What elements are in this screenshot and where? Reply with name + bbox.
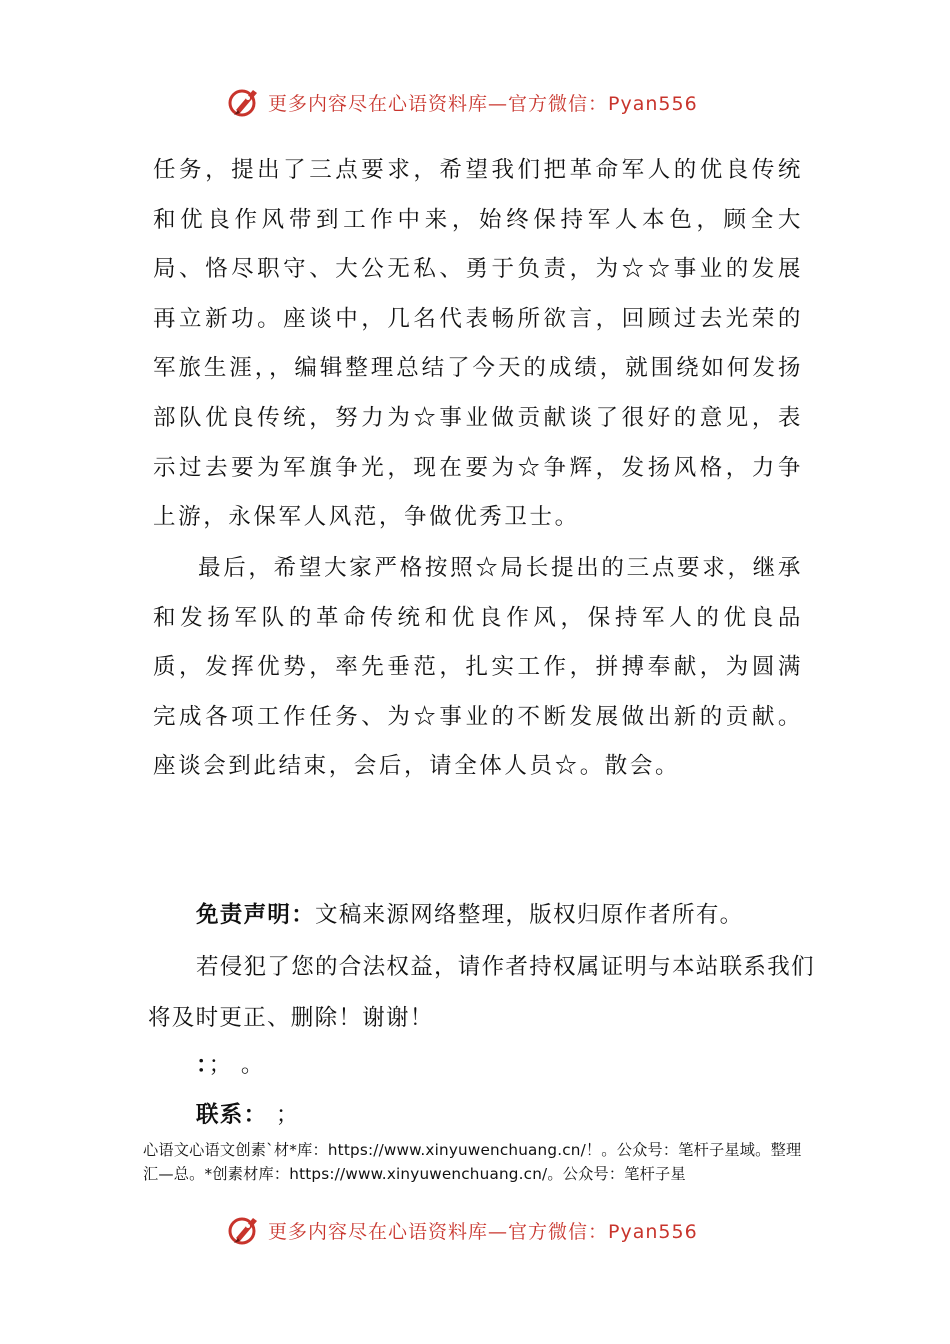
- footer-banner-text: 更多内容尽在心语资料库—官方微信：Pyan556: [268, 1220, 698, 1243]
- body-paragraph-2: 最后，希望大家严格按照☆局长提出的三点要求，继承和发扬军队的革命传统和优良作风，保持军人的优良品质，发挥优势，率先垂范，扎实工作，拼搏奉献，为圆满完成各项工作任务、为☆事业的不断发展做出新的贡献。座谈会到此结束，会后，请全体人员☆。散会。: [153, 555, 803, 780]
- disclaimer-title-line: [196, 890, 866, 941]
- disclaimer-line-1: 文稿来源网络整理，版权归原作者所有。: [315, 902, 744, 928]
- disclaimer-line-3: [196, 1040, 866, 1091]
- footer-banner: [226, 1212, 698, 1248]
- pen-nib-logo-icon: [226, 84, 262, 120]
- disclaimer-title: 免责声明：: [196, 902, 316, 928]
- contact-line: [196, 1090, 866, 1141]
- header-banner-text: 更多内容尽在心语资料库—官方微信：Pyan556: [268, 92, 698, 115]
- header-banner: [226, 84, 698, 120]
- pen-nib-logo-icon: [226, 1212, 262, 1248]
- header-banner-wechat: Pyan556: [608, 92, 698, 115]
- footer-banner-wechat: Pyan556: [608, 1220, 698, 1243]
- disclaimer-line-3-bold: ：: [196, 1052, 209, 1078]
- contact-value: ；: [267, 1102, 300, 1128]
- body-paragraph-1: 任务，提出了三点要求，希望我们把革命军人的优良传统和优良作风带到工作中来，始终保持军人本色，顾全大局、恪尽职守、大公无私、勇于负责，为☆☆事业的发展再立新功。座谈中，几名代表畅所欲言，回顾过去光荣的军旅生涯，，编辑整理总结了今天的成绩，就围绕如何发扬部队优良传统，努力为☆事业做贡献谈了很好的意见，表示过去要为军旗争光，现在要为☆争辉，发扬风格，力争上游，永保军人风范，争做优秀卫士。: [153, 157, 803, 531]
- disclaimer-line-3-rest: ； 。: [208, 1052, 265, 1078]
- disclaimer-line-2: 若侵犯了您的合法权益，请作者持权属证明与本站联系我们将及时更正、删除！谢谢！: [148, 954, 815, 1031]
- footer-source-text: 心语文心语文创素`材*库：https://www.xinyuwenchuang.cn/！。公众号：笔杆子星域。整理汇—总。*创素材库：https://www.xinyuwenchuang.cn/。公众号：笔杆子星: [143, 1141, 802, 1183]
- contact-label: 联系：: [196, 1102, 268, 1128]
